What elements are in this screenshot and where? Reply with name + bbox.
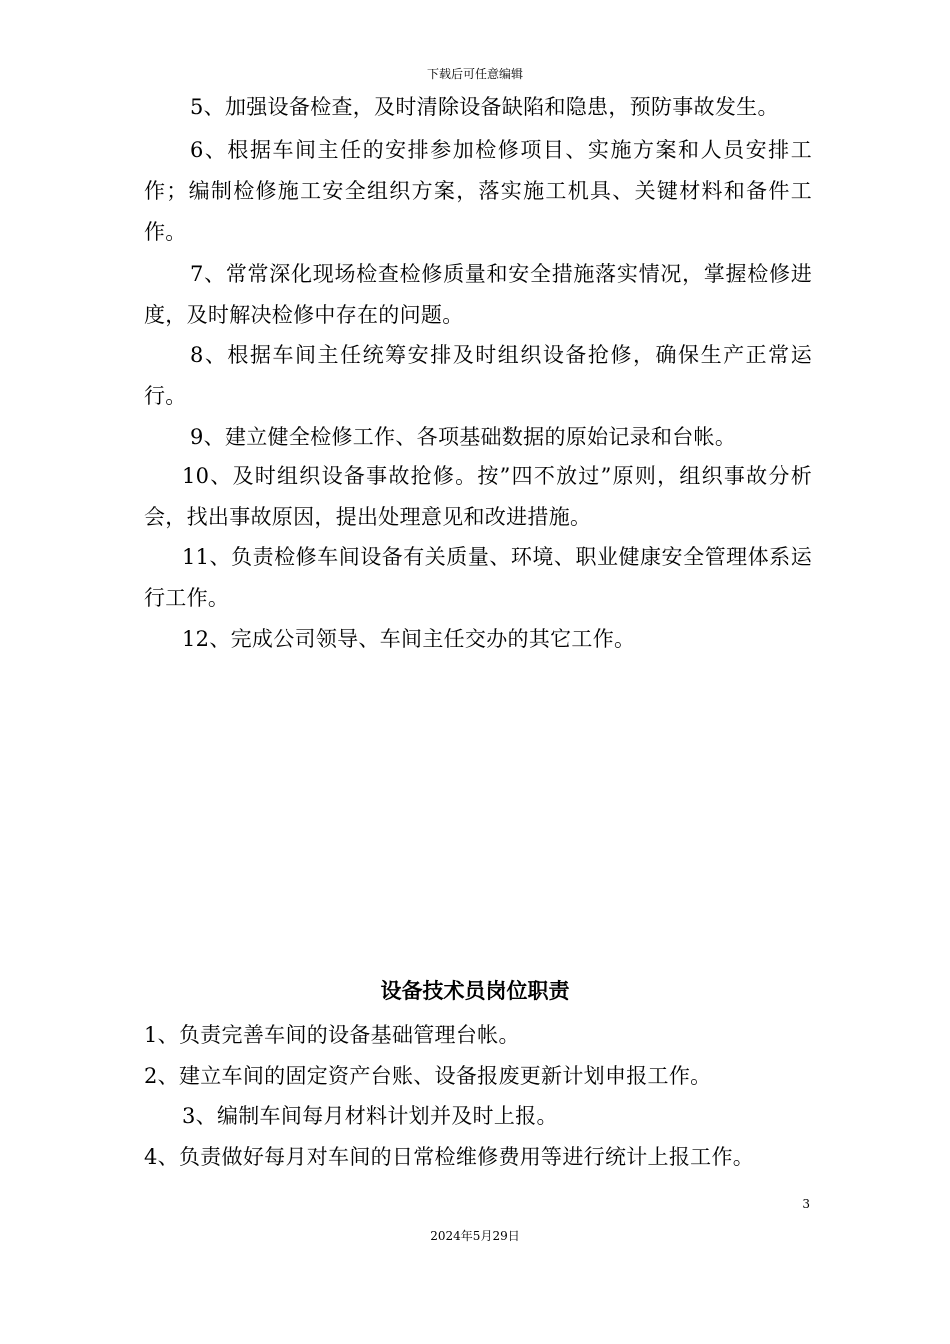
duty-item-8: 8、根据车间主任统筹安排及时组织设备抢修，确保生产正常运行。 bbox=[144, 343, 812, 408]
tech-duty-item-3: 3、编制车间每月材料计划并及时上报。 bbox=[182, 1104, 558, 1128]
tech-duty-item-1: 1、负责完善车间的设备基础管理台帐。 bbox=[144, 1023, 520, 1047]
footer-date: 2024年5月29日 bbox=[430, 1229, 520, 1243]
duty-item-12: 12、完成公司领导、车间主任交办的其它工作。 bbox=[182, 627, 636, 651]
duty-item-10: 10、及时组织设备事故抢修。按”四不放过”原则，组织事故分析会，找出事故原因，提出处理意见和改进措施。 bbox=[144, 464, 812, 529]
tech-duty-item-2: 2、建立车间的固定资产台账、设备报废更新计划申报工作。 bbox=[144, 1064, 712, 1088]
header-note: 下载后可任意编辑 bbox=[426, 67, 523, 81]
duty-item-7: 7、常常深化现场检查检修质量和安全措施落实情况，掌握检修进度，及时解决检修中存在的问题。 bbox=[144, 262, 812, 327]
duty-item-11: 11、负责检修车间设备有关质量、环境、职业健康安全管理体系运行工作。 bbox=[144, 545, 812, 610]
section-title: 设备技术员岗位职责 bbox=[380, 979, 570, 1003]
duty-item-9: 9、建立健全检修工作、各项基础数据的原始记录和台帐。 bbox=[190, 425, 737, 449]
duty-item-6: 6、根据车间主任的安排参加检修项目、实施方案和人员安排工作；编制检修施工安全组织方案，落实施工机具、关键材料和备件工作。 bbox=[144, 138, 812, 244]
tech-duty-item-4: 4、负责做好每月对车间的日常检维修费用等进行统计上报工作。 bbox=[144, 1145, 755, 1169]
page-number: 3 bbox=[802, 1197, 810, 1211]
duty-item-5: 5、加强设备检查，及时清除设备缺陷和隐患，预防事故发生。 bbox=[190, 95, 779, 119]
